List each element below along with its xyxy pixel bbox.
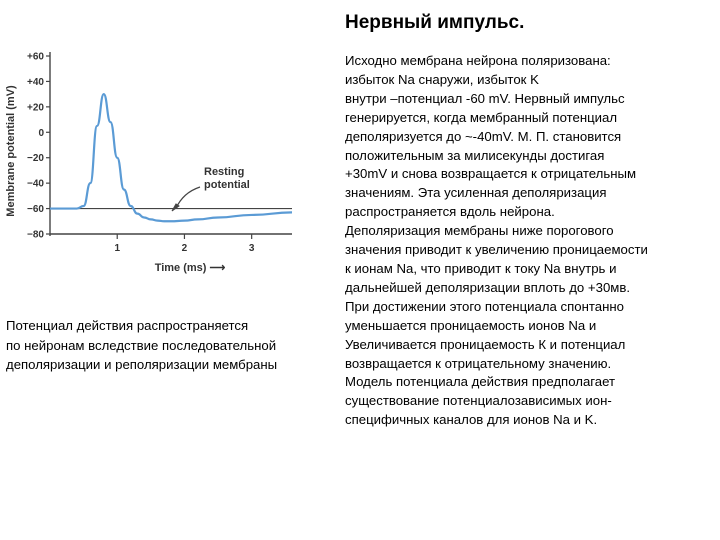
description-line: Деполяризация мембраны ниже порогового	[345, 223, 614, 239]
y-tick-label: 0	[38, 127, 44, 139]
action-potential-chart	[0, 40, 300, 290]
y-tick-label: −60	[27, 204, 44, 216]
x-tick-label: 2	[181, 243, 188, 254]
description-line: генерируется, когда мембранный потенциал	[345, 109, 618, 125]
description-line: специфичных каналов для ионов Na и K.	[345, 412, 598, 428]
description-line: избыток Na снаружи, избыток K	[345, 71, 539, 87]
caption-line: по нейронам вследствие последовательной	[6, 337, 277, 353]
slide-title: Нервный импульс.	[345, 12, 525, 33]
description-line: +30mV и снова возвращается к отрицательным	[345, 166, 637, 182]
annotation-label: Resting	[204, 166, 245, 178]
description-line: положительным за милисекунды достигая	[345, 147, 605, 163]
description-line: к ионам Na, что приводит к току Na внутрь и	[345, 260, 617, 276]
description-line: уменьшается проницаемость ионов Na и	[345, 317, 597, 333]
description-line: распространяется вдоль нейрона.	[345, 204, 555, 220]
caption-line: деполяризации и реполяризации мембраны	[6, 357, 278, 372]
description-text	[345, 52, 717, 430]
description-line: При достижении этого потенциала спонтанно	[345, 298, 625, 314]
annotation-label: potential	[204, 179, 250, 191]
y-axis-title: Membrane potential (mV)	[5, 85, 17, 217]
membrane-potential-curve	[50, 94, 292, 221]
description-line: существование потенциалозависимых ион-	[345, 393, 612, 409]
y-tick-label: −40	[27, 178, 44, 190]
description-line: деполяризуется до ~-40mV. М. П. становится	[345, 128, 622, 144]
description-line: Увеличивается проницаемость К и потенциал	[345, 336, 626, 352]
x-tick-label: 1	[114, 243, 121, 254]
figure-caption	[6, 316, 277, 375]
description-line: Исходно мембрана нейрона поляризована:	[345, 53, 611, 68]
annotation-arrow	[176, 187, 200, 208]
caption-line: Потенциал действия распространяется	[6, 318, 249, 333]
arrow-head-icon	[172, 204, 179, 211]
y-tick-label: +20	[27, 102, 44, 114]
x-tick-label: 3	[248, 243, 255, 254]
description-line: Модель потенциала действия предполагает	[345, 374, 616, 390]
y-tick-label: −20	[27, 153, 44, 165]
x-axis-title: Time (ms) ⟶	[154, 262, 226, 274]
description-line: дальнейшей деполяризации вплоть до +30мв.	[345, 279, 631, 295]
description-line: значения приводит к увеличению проницаемости	[345, 242, 648, 258]
description-line: значениям. Эта усиленная деполяризация	[345, 185, 607, 201]
y-tick-label: −80	[27, 229, 44, 241]
description-line: внутри –потенциал -60 mV. Нервный импульс	[345, 90, 625, 106]
y-tick-label: +60	[27, 51, 44, 63]
description-line: возвращается к отрицательному значению.	[345, 355, 612, 371]
y-tick-label: +40	[27, 76, 44, 88]
